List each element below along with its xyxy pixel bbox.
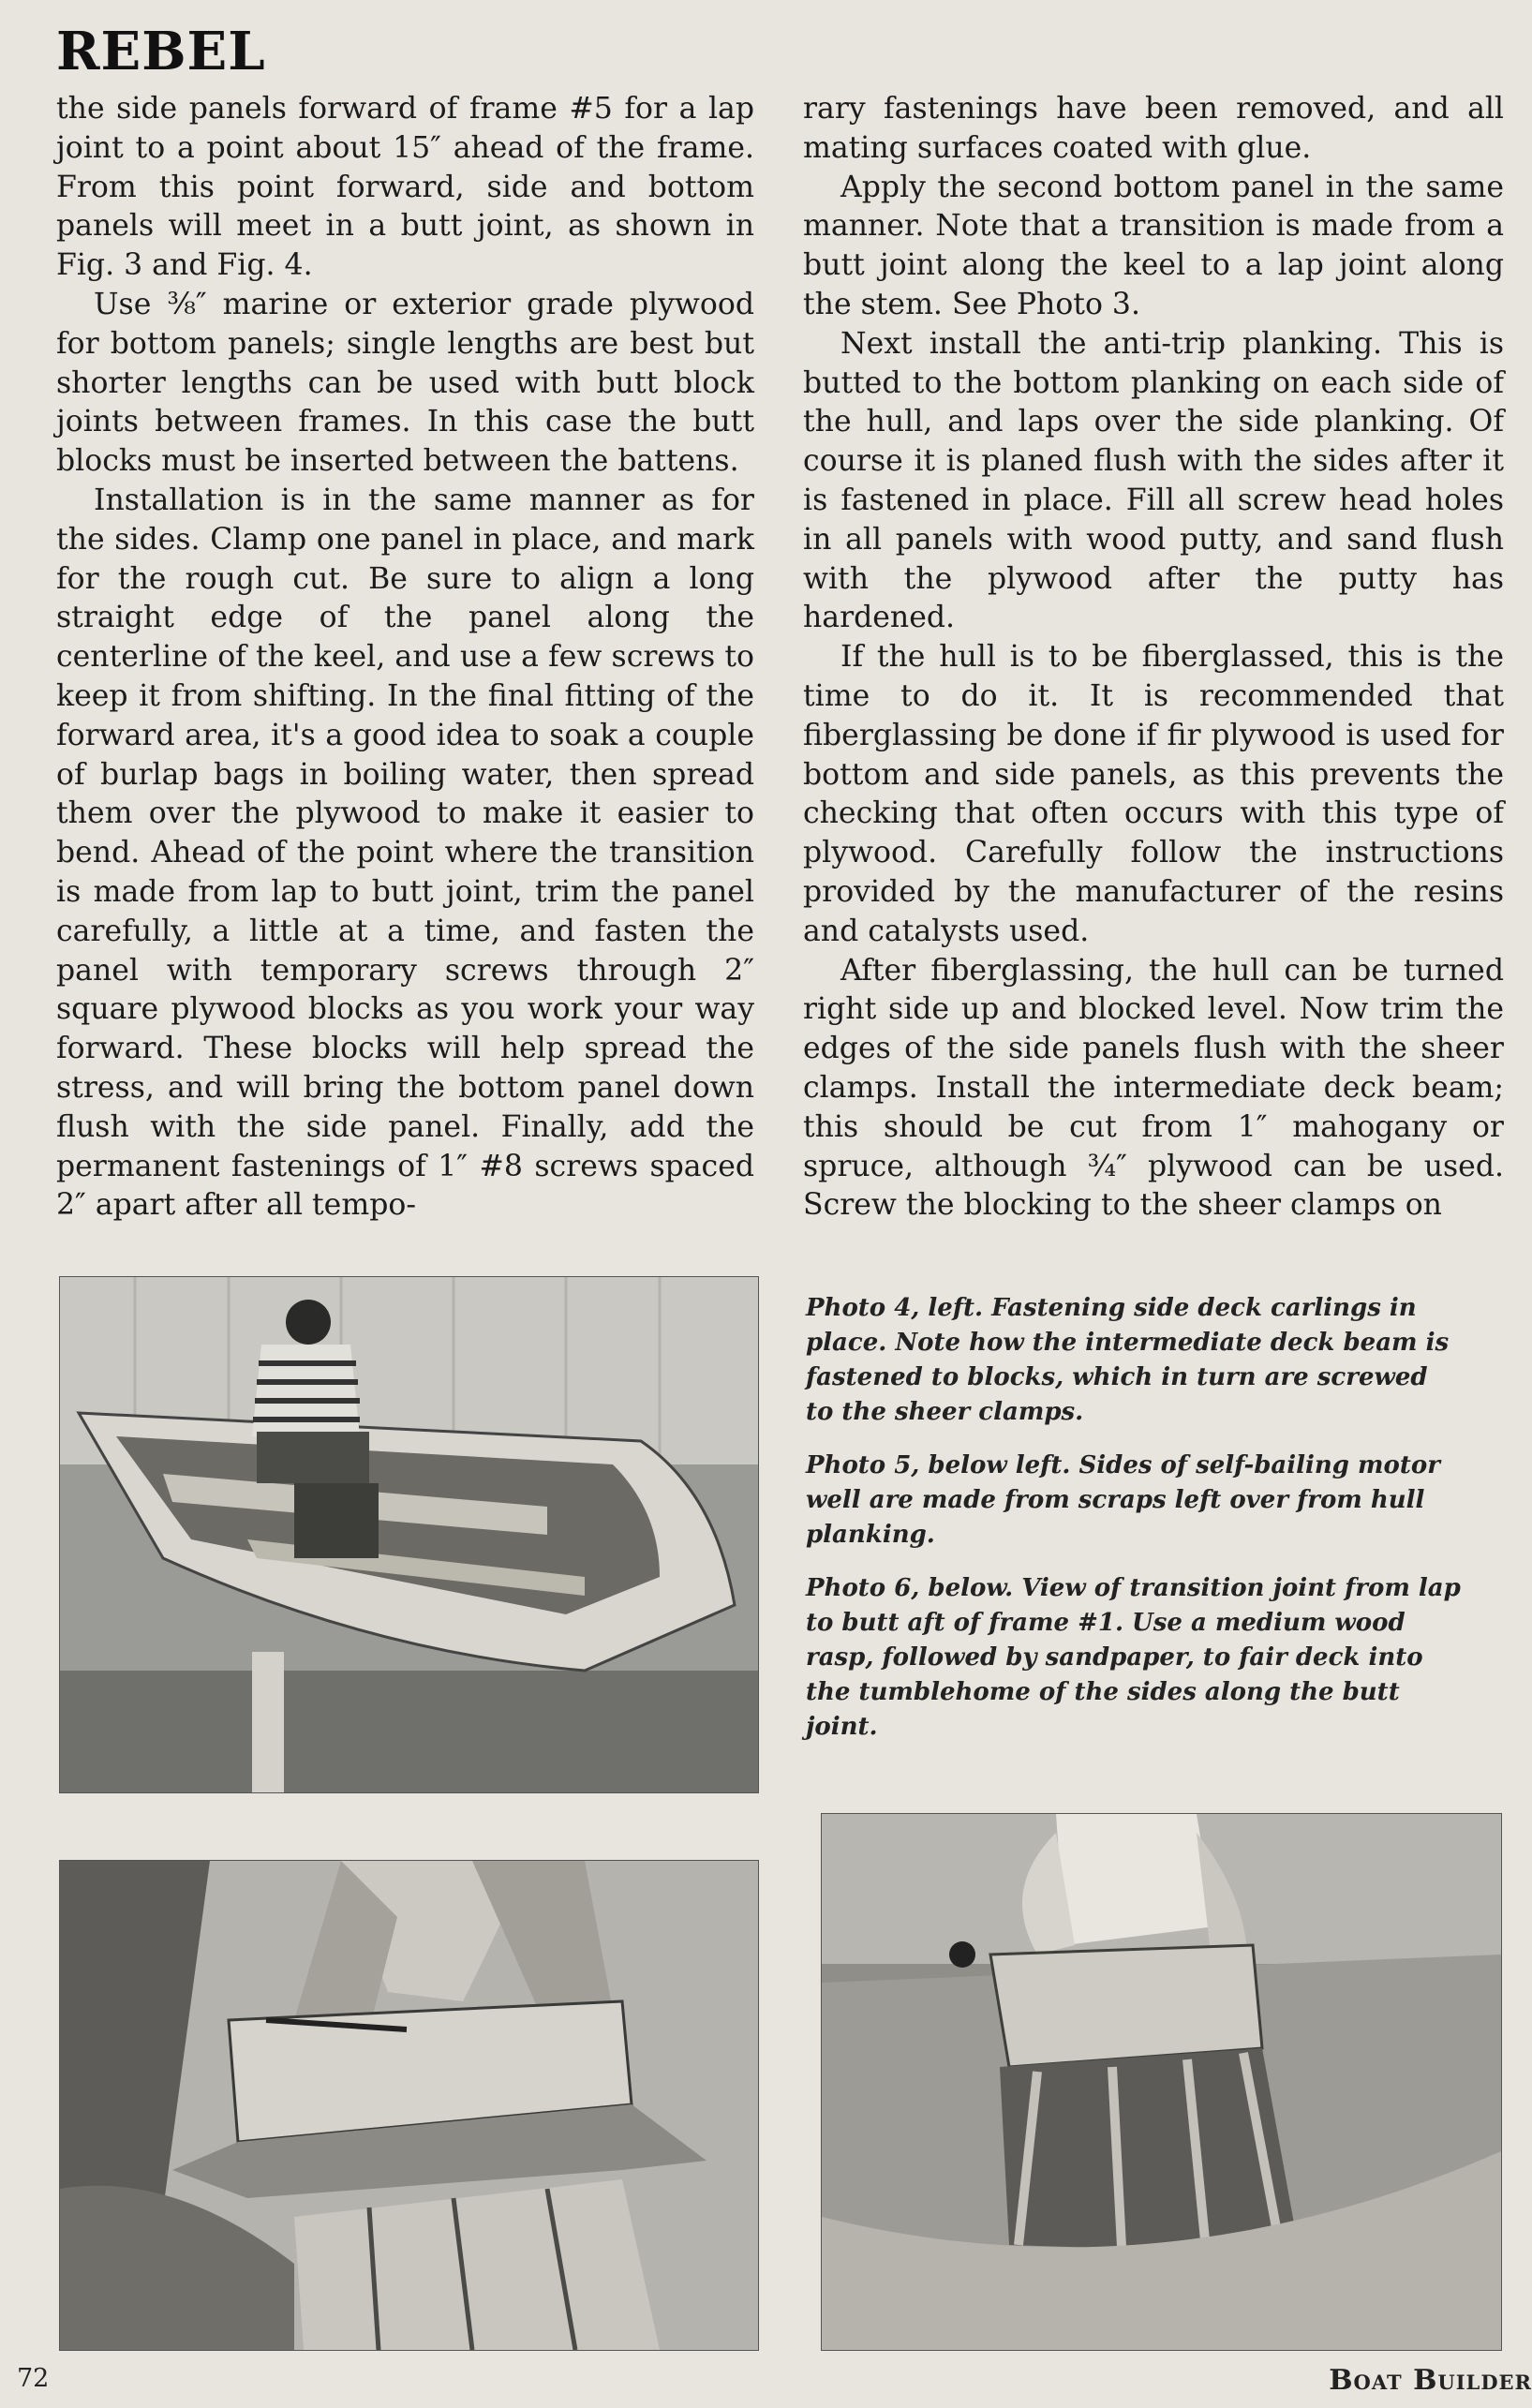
page-title: REBEL bbox=[56, 21, 266, 82]
caption-photo-6: Photo 6, below. View of transition joint from lap to butt aft of frame #1. Use a medium wood rasp, followed by sandpaper, to fair deck into the tumblehome of the sides along the butt joint. bbox=[806, 1574, 1461, 1741]
photo-5-image bbox=[59, 1860, 759, 2351]
page-number: 72 bbox=[17, 2364, 50, 2393]
photo-6-image bbox=[821, 1813, 1502, 2351]
article-column-right bbox=[803, 90, 1504, 1226]
magazine-name: Boat Builder bbox=[1329, 2364, 1532, 2397]
caption-photo-5: Photo 5, below left. Sides of self-bailing motor well are made from scraps left over from hull planking. bbox=[806, 1451, 1440, 1549]
paragraph: Use ⅜″ marine or exterior grade plywood for bottom panels; single lengths are best but shorter lengths can be used with butt block joints between frames. In this case the butt blocks must be inserted between the battens. bbox=[56, 287, 754, 479]
paragraph: Next install the anti-trip planking. This is butted to the bottom planking on each side of the hull, and laps over the side planking. Of course it is planed flush with the sides after it is fastened in place. Fill all screw head holes in all panels with wood putty, and sand flush with the plywood after the putty has hardened. bbox=[803, 326, 1504, 635]
caption-photo-4: Photo 4, left. Fastening side deck carlings in place. Note how the intermediate deck beam is fastened to blocks, which in turn are screwed to the sheer clamps. bbox=[806, 1294, 1450, 1426]
article-column-left bbox=[56, 90, 754, 1226]
paragraph: Installation is in the same manner as for the sides. Clamp one panel in place, and mark for the rough cut. Be sure to align a long straight edge of the panel along the centerline of the keel, and use a few screws to keep it from shifting. In the final fitting of the forward area, it's a good idea to soak a couple of burlap bags in boiling water, then spread them over the plywood to make it easier to bend. Ahead of the point where the transition is made from lap to butt joint, trim the panel carefully, a little at a time, and fasten the panel with temporary screws through 2″ square plywood blocks as you work your way forward. These blocks will help spread the stress, and will bring the bottom panel down flush with the side panel. Finally, add the permanent fastenings of 1″ #8 screws spaced 2″ apart after all tempo- bbox=[56, 483, 754, 1223]
paragraph: If the hull is to be fiberglassed, this is the time to do it. It is recommended that fiberglassing be done if fir plywood is used for bottom and side panels, as this prevents the checking that often occurs with this type of plywood. Carefully follow the instructions provided by the manufacturer of the resins and catalysts used. bbox=[803, 640, 1504, 948]
paragraph: rary fastenings have been removed, and all mating surfaces coated with glue. bbox=[803, 92, 1504, 165]
paragraph: Apply the second bottom panel in the same manner. Note that a transition is made from a butt joint along the keel to a lap joint along the stem. See Photo 3. bbox=[803, 170, 1504, 321]
photo-captions bbox=[806, 1291, 1462, 1763]
photo-4-image bbox=[59, 1276, 759, 1793]
paragraph: After fiberglassing, the hull can be turned right side up and blocked level. Now trim the edges of the side panels flush with the sheer clamps. Install the intermediate deck beam; this should be cut from 1″ mahogany or spruce, although ¾″ plywood can be used. Screw the blocking to the sheer clamps on bbox=[803, 953, 1504, 1223]
paragraph: the side panels forward of frame #5 for a lap joint to a point about 15″ ahead of the frame. From this point forward, side and bottom panels will meet in a butt joint, as shown in Fig. 3 and Fig. 4. bbox=[56, 92, 754, 283]
